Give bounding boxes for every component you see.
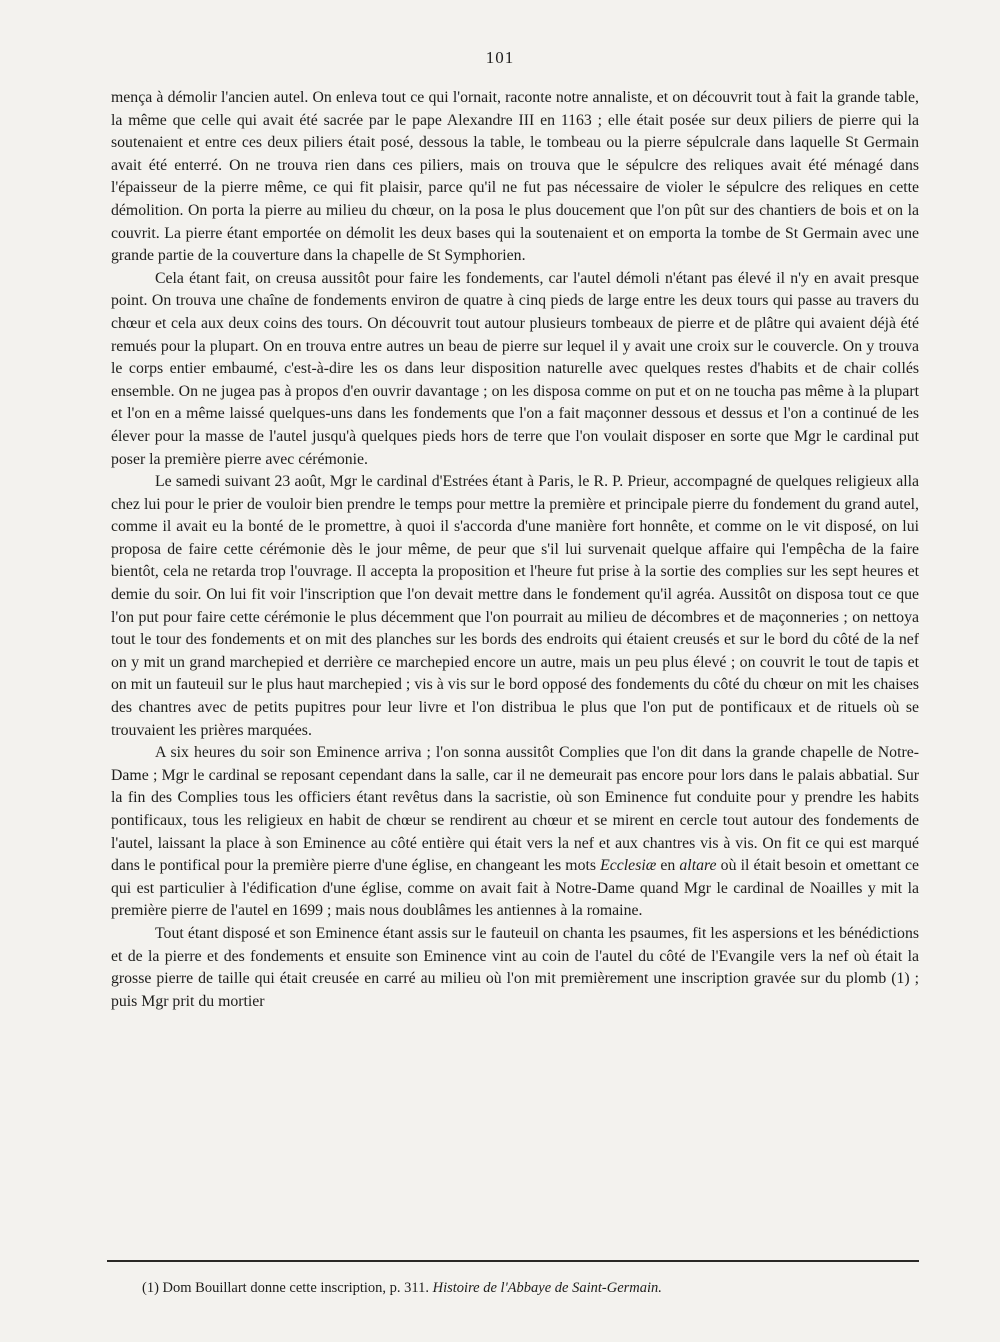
- footnote-work-title: Histoire de l'Abbaye de Saint-Germain.: [432, 1280, 662, 1296]
- paragraph-4-text-c: où il était besoin et omettant ce qui est particulier à l'édification d'une église, comme on avait fait à Notre-Dame quand Mgr le cardinal de Noailles y mit la première pierre de l'autel en 1699 ; mais nous doublâmes les antiennes à la romaine.: [111, 857, 919, 920]
- paragraph-1: mença à démolir l'ancien autel. On enleva tout ce qui l'ornait, raconte notre annaliste, et on découvrit tout à fait la grande table, la même que celle qui avait été sacrée par le pape Alexandre III en 1163 ; elle était posée sur deux piliers de pierre qui la soutenaient et entre ces deux piliers était posé, dessous la table, le tombeau ou la pierre sépulcrale dans laquelle St Germain avait été enterré. On ne trouva rien dans ces piliers, mais on trouva que le sépulcre des reliques avait été ménagé dans l'épaisseur de la pierre même, ce qui fit plaisir, parce qu'il ne fut pas nécessaire de violer le sépulcre des reliques en cette démolition. On porta la pierre au milieu du chœur, on la posa le plus doucement que l'on pût sur des chantiers de bois et on la couvrit. La pierre étant emportée on démolit les deux bases qui la soutenaient et on emporta la tombe de St Germain avec une grande partie de la couverture dans la chapelle de St Symphorien.: [111, 89, 919, 265]
- latin-word-ecclesiae: Ecclesiæ: [600, 857, 657, 875]
- paragraph-2: Cela étant fait, on creusa aussitôt pour faire les fondements, car l'autel démoli n'étant pas élevé il n'y en avait presque point. On trouva une chaîne de fondements environ de quatre à cinq pieds de large entre les deux tours qui passe au travers du chœur et cela aux deux coins des tours. On découvrit tout autour plusieurs tombeaux de pierre et de plâtre qui avaient déjà été remués pour la plupart. On en trouva entre autres un beau de pierre sur lequel il y avait une croix sur le couvercle. On y trouva le corps entier embaumé, c'est-à-dire les os dans leur disposition naturelle avec quelques restes d'habits et de chair collés ensemble. On ne jugea pas à propos d'en ouvrir davantage ; on les disposa comme on put et on ne toucha pas même à la plupart et l'on en a même laissé quelques-uns dans les fondements que l'on a fait maçonner dessous et dessus et l'on a continué de les élever pour la masse de l'autel jusqu'à quelques pieds hors de terre que l'on voulait disposer en sorte que Mgr le cardinal put poser la première pierre avec cérémonie.: [111, 269, 919, 468]
- page-number: 101: [485, 48, 515, 67]
- body-text: [111, 87, 919, 1227]
- footnote-divider: [107, 1260, 919, 1262]
- latin-word-altare: altare: [679, 857, 717, 875]
- paragraph-4: [111, 742, 919, 923]
- paragraph-4-text-a: A six heures du soir son Eminence arriva ; l'on sonna aussitôt Complies que l'on dit dans la grande chapelle de Notre-Dame ; Mgr le cardinal se reposant cependant dans la salle, car il ne demeurait pas encore pour lors dans le palais abbatial. Sur la fin des Complies tous les officiers étant revêtus dans la sacristie, où son Eminence fut conduite pour y prendre les habits pontificaux, tous les religieux en habit de chœur se rendirent au chœur et se mirent en cercle tout autour des fondements de l'autel, laissant la place à son Eminence au côté entière qui était vers la nef et aux chantres vis à vis. On fit ce qui est marqué dans le pontifical pour la première pierre d'une église, en changeant les mots: [111, 744, 919, 875]
- paragraph-5: Tout étant disposé et son Eminence étant assis sur le fauteuil on chanta les psaumes, fit les aspersions et les bénédictions et de la pierre et des fondements et ensuite son Eminence vint au coin de l'autel du côté de l'Evangile vers la nef où était la grosse pierre de taille qui était creusée en carré au milieu où l'on mit premièrement une inscription gravée sur du plomb (1) ; puis Mgr prit du mortier: [111, 924, 919, 1010]
- paragraph-4-text-b: en: [656, 857, 680, 875]
- footnote-text: (1) Dom Bouillart donne cette inscription, p. 311.: [142, 1280, 433, 1296]
- paragraph-3: Le samedi suivant 23 août, Mgr le cardinal d'Estrées étant à Paris, le R. P. Prieur, accompagné de quelques religieux alla chez lui pour le prier de vouloir bien prendre le temps pour mettre la première et principale pierre du fondement du grand autel, comme il avait eu la bonté de le promettre, à quoi il s'accorda d'une manière fort honnête, et comme on le vit disposé, on lui proposa de faire cette cérémonie dès le jour même, de peur que s'il lui survenait quelque affaire qui l'empêcha de la faire bientôt, cela ne retarda trop l'ouvrage. Il accepta la proposition et l'heure fut prise à la sortie des complies sur les sept heures et demie du soir. On lui fit voir l'inscription que l'on devait mettre dans le fondement qu'il agréa. Aussitôt on disposa tout ce que l'on put pour faire cette cérémonie le plus décemment que l'on pourrait au milieu de décombres et de maçonneries ; on nettoya tout le tour des fondements et on mit des planches sur les bords des endroits qui étaient creusés et sur le bord du côté de la nef on y mit un grand marchepied et derrière ce marchepied encore un autre, mais un peu plus élevé ; on couvrit le tout de tapis et on mit un fauteuil sur le plus haut marchepied ; vis à vis sur le bord opposé des fondements du côté du chœur on mit les chaises des chantres avec de petits pupitres pour leur livre et l'on distribua le plus que l'on put de pontificaux et de rituels où se trouvaient les prières marquées.: [111, 473, 919, 739]
- footnote: [142, 1278, 922, 1298]
